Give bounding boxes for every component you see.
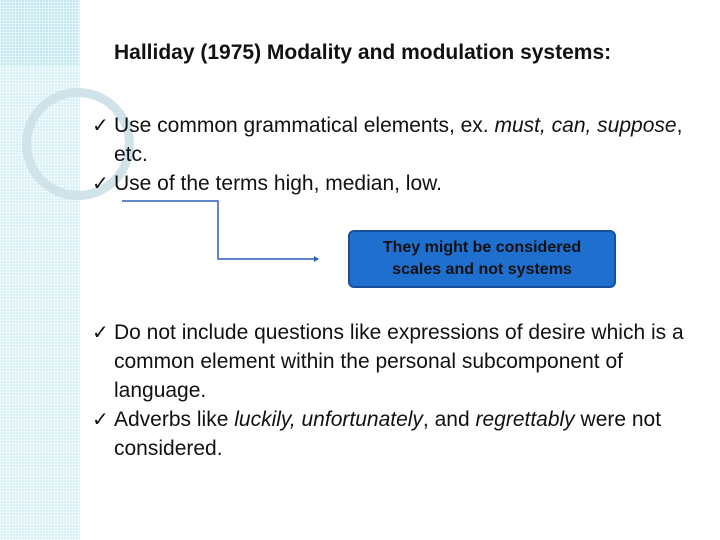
bullet-text: Do not include questions like expressions of desire which is a common element within the personal subcomponent of language. — [114, 321, 684, 402]
bullet-emphasis-a: luckily, unfortunately — [234, 408, 423, 431]
bullet-emphasis: must, can, suppose — [494, 114, 677, 137]
slide-title: Halliday (1975) Modality and modulation systems: — [114, 41, 612, 64]
checkmark-icon: ✓ — [92, 113, 109, 137]
bullet-emphasis-b: regrettably — [475, 408, 575, 431]
bullet-item-questions — [92, 318, 712, 405]
callout-line-2: scales and not systems — [392, 261, 572, 278]
bullet-text: Use common grammatical elements, ex. — [114, 114, 495, 137]
bullet-text-end: were not considered. — [114, 408, 662, 460]
bullet-list-bottom — [92, 318, 712, 463]
arrow-head-icon — [314, 256, 319, 262]
callout-box — [348, 230, 616, 288]
checkmark-icon: ✓ — [92, 320, 109, 344]
bullet-text-start: Adverbs like — [114, 408, 235, 431]
callout-line-1: They might be considered — [382, 239, 582, 256]
bullet-text: Use of the terms high, median, low. — [114, 172, 442, 195]
bullet-text-end: , etc. — [114, 114, 683, 166]
checkmark-icon: ✓ — [92, 171, 109, 195]
bullet-item-adverbs — [92, 405, 712, 463]
checkmark-icon: ✓ — [92, 407, 109, 431]
bullet-text-mid: , and — [422, 408, 476, 431]
connector-line — [122, 201, 314, 259]
